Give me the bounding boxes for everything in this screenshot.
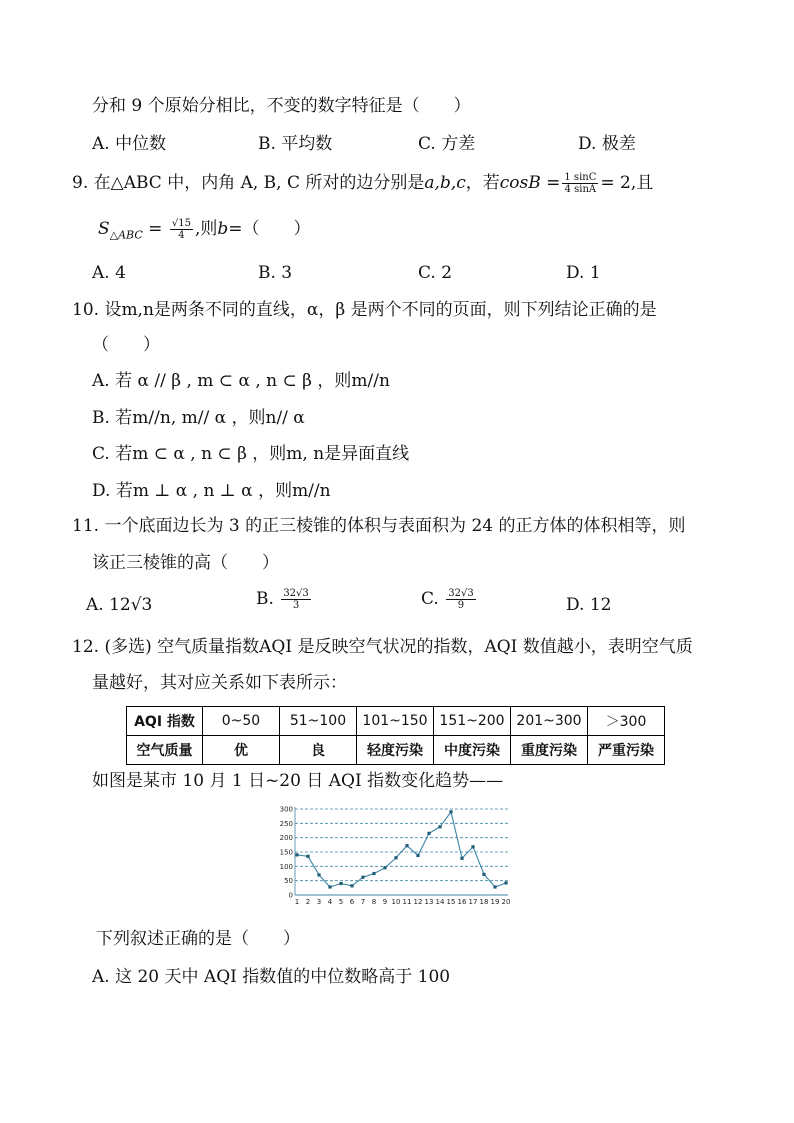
y-tick-label: 50 — [284, 877, 293, 886]
data-point — [449, 810, 452, 813]
q11-option-a: A. 12√3 — [86, 595, 153, 615]
aqi-cell: 良 — [280, 736, 357, 765]
q9-s-den: 4 — [178, 230, 185, 241]
q11-option-b-label: B. — [256, 589, 274, 609]
x-tick-label: 12 — [413, 898, 423, 906]
q11-option-b-den: 3 — [292, 600, 300, 611]
data-point — [383, 866, 386, 869]
q9-fraction — [562, 172, 598, 195]
x-tick-label: 20 — [501, 898, 511, 906]
q9-frac-num: 1 sinC — [564, 172, 597, 183]
q11-option-b-num: 32√3 — [283, 588, 309, 599]
x-tick-label: 18 — [479, 898, 489, 906]
data-point — [493, 885, 496, 888]
data-point — [317, 873, 320, 876]
data-point — [394, 856, 397, 859]
x-tick-label: 7 — [360, 898, 366, 906]
q9-area — [98, 218, 310, 246]
data-point — [427, 832, 430, 835]
q9-b: b — [217, 219, 229, 239]
y-tick-label: 250 — [279, 819, 293, 828]
q9-s-label: S — [98, 219, 110, 239]
aqi-cell: 101~150 — [357, 707, 434, 736]
q9-s-eq: = — [148, 219, 163, 239]
data-point — [339, 882, 342, 885]
q9-s-fraction — [170, 218, 193, 241]
q10-blank: （ ） — [92, 335, 160, 355]
q10-option-c: C. 若m ⊂ α , n ⊂ β ，则m, n是异面直线 — [92, 444, 410, 464]
q12-stem-2: 量越好，其对应关系如下表所示： — [92, 673, 347, 693]
data-point — [482, 873, 485, 876]
q11-stem: 11. 一个底面边长为 3 的正三棱锥的体积与表面积为 24 的正方体的体积相等，则 — [72, 516, 686, 536]
data-point — [460, 857, 463, 860]
q11-option-c-fraction — [446, 588, 475, 611]
x-tick-label: 19 — [490, 898, 500, 906]
q9-option-b: B. 3 — [258, 263, 293, 283]
x-tick-label: 9 — [382, 898, 388, 906]
data-point — [416, 854, 419, 857]
q9-cos: cosB = — [499, 173, 561, 193]
x-tick-label: 8 — [371, 898, 377, 906]
q10-option-a: A. 若 α // β , m ⊂ α , n ⊂ β ，则m//n — [92, 371, 390, 391]
aqi-cell: 轻度污染 — [357, 736, 434, 765]
y-tick-label: 200 — [279, 834, 293, 843]
q9-vars: a,b,c — [424, 173, 466, 193]
x-tick-label: 15 — [446, 898, 456, 906]
x-tick-label: 10 — [391, 898, 401, 906]
q10-option-b: B. 若m//n, m// α ，则n// α — [92, 408, 305, 428]
q8-option-c: C. 方差 — [418, 134, 476, 154]
q10-option-d: D. 若m ⊥ α , n ⊥ α ，则m//n — [92, 481, 331, 501]
q11-option-b — [256, 588, 313, 611]
q9-option-c: C. 2 — [418, 263, 453, 283]
q11-option-b-fraction — [281, 588, 310, 611]
aqi-cell: 优 — [203, 736, 280, 765]
x-tick-label: 1 — [294, 898, 300, 906]
data-point — [328, 885, 331, 888]
q11-option-c — [421, 588, 478, 611]
aqi-cell: 201~300 — [511, 707, 588, 736]
y-tick-label: 150 — [279, 848, 293, 857]
x-tick-label: 5 — [338, 898, 344, 906]
q10-stem: 10. 设m,n是两条不同的直线，α，β 是两个不同的页面，则下列结论正确的是 — [72, 300, 657, 320]
y-tick-label: 100 — [279, 862, 293, 871]
q12-option-a: A. 这 20 天中 AQI 指数值的中位数略高于 100 — [92, 967, 451, 987]
x-tick-label: 16 — [457, 898, 467, 906]
q8-text: 分和 9 个原始分相比，不变的数字特征是（ ） — [92, 96, 471, 116]
q8-option-b: B. 平均数 — [258, 134, 333, 154]
aqi-table-row — [127, 736, 665, 765]
q9-option-d: D. 1 — [566, 263, 601, 283]
q9-if: ，若 — [465, 173, 500, 193]
data-point — [361, 876, 364, 879]
x-tick-label: 6 — [349, 898, 355, 906]
q9-blank: =（ ） — [228, 219, 311, 239]
q11-stem-2: 该正三棱锥的高（ ） — [92, 553, 279, 573]
x-tick-label: 3 — [316, 898, 322, 906]
aqi-table — [126, 706, 665, 765]
aqi-cell: 151~200 — [434, 707, 511, 736]
q8-option-a: A. 中位数 — [92, 134, 167, 154]
x-tick-label: 4 — [327, 898, 333, 906]
q11-option-c-label: C. — [421, 589, 439, 609]
chart-caption: 如图是某市 10 月 1 日~20 日 AQI 指数变化趋势—— — [92, 771, 504, 791]
q9-frac-den: 4 sinA — [564, 184, 597, 195]
q9-then: ,则 — [194, 219, 218, 239]
data-point — [471, 845, 474, 848]
q9-s-num: √15 — [171, 218, 191, 229]
x-tick-label: 13 — [424, 898, 434, 906]
aqi-cell: 空气质量 — [127, 736, 203, 765]
q11-option-c-den: 9 — [457, 600, 465, 611]
aqi-cell: 51~100 — [280, 707, 357, 736]
aqi-cell: 0~50 — [203, 707, 280, 736]
q9-eq: = 2,且 — [600, 173, 654, 193]
aqi-cell: 中度污染 — [434, 736, 511, 765]
q11-option-c-num: 32√3 — [448, 588, 474, 599]
y-tick-label: 0 — [288, 891, 293, 900]
x-tick-label: 17 — [468, 898, 478, 906]
x-tick-label: 2 — [305, 898, 311, 906]
data-point — [350, 884, 353, 887]
q9-s-sub: △ABC — [109, 228, 143, 242]
q12-question: 下列叙述正确的是（ ） — [96, 929, 300, 949]
data-point — [504, 881, 507, 884]
data-point — [405, 844, 408, 847]
q8-option-d: D. 极差 — [578, 134, 636, 154]
data-point — [306, 855, 309, 858]
data-point — [438, 825, 441, 828]
q12-stem: 12. (多选) 空气质量指数AQI 是反映空气状况的指数，AQI 数值越小，表明空气质 — [72, 637, 693, 657]
aqi-line-chart — [276, 805, 516, 911]
q11-option-d: D. 12 — [566, 595, 612, 615]
data-point — [295, 853, 298, 856]
aqi-table-row — [127, 707, 665, 736]
q9-lead: 9. 在△ABC 中，内角 A, B, C 所对的边分别是 — [72, 173, 425, 193]
aqi-cell: 重度污染 — [511, 736, 588, 765]
q9-option-a: A. 4 — [92, 263, 126, 283]
aqi-cell: AQI 指数 — [127, 707, 203, 736]
q9-stem — [72, 172, 653, 195]
aqi-cell: 严重污染 — [588, 736, 665, 765]
x-tick-label: 11 — [402, 898, 412, 906]
aqi-cell: ＞300 — [588, 707, 665, 736]
x-tick-label: 14 — [435, 898, 445, 906]
data-point — [372, 872, 375, 875]
y-tick-label: 300 — [279, 805, 293, 814]
